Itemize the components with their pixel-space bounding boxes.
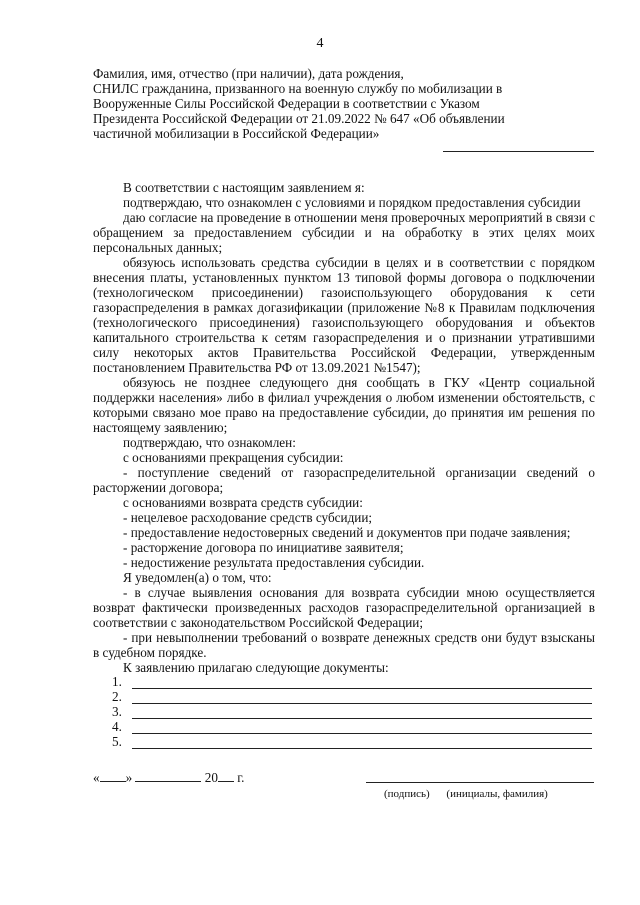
- month-blank[interactable]: [135, 770, 201, 782]
- document-input-line[interactable]: [132, 722, 592, 734]
- header-line: частичной мобилизации в Российской Федерации»: [93, 126, 380, 141]
- statement-paragraph: с основаниями прекращения субсидии:: [123, 450, 344, 465]
- signature-caption: [384, 787, 562, 802]
- header-fill-line[interactable]: [443, 151, 594, 152]
- statement-paragraph: - расторжение договора по инициативе заявителя;: [123, 540, 404, 555]
- statement-paragraph: - при невыполнении требований о возврате денежных средств они будут взысканы в судебном порядке.: [93, 630, 595, 660]
- documents-heading: К заявлению прилагаю следующие документы:: [123, 660, 389, 675]
- document-input-line[interactable]: [132, 737, 592, 749]
- document-item[interactable]: [112, 734, 592, 749]
- statement-paragraph: - предоставление недостоверных сведений и документов при подаче заявления;: [123, 525, 571, 540]
- document-input-line[interactable]: [132, 707, 592, 719]
- date-close-quote: »: [125, 770, 133, 785]
- document-item[interactable]: [112, 719, 592, 734]
- statement-paragraph: - в случае выявления основания для возврата субсидии мною осуществляется возврат фактически произведенных расходов газораспределительной организацией в соответствии с законодательством Российской Федерации;: [93, 585, 595, 630]
- document-input-line[interactable]: [132, 677, 592, 689]
- year-prefix: 20: [204, 770, 218, 785]
- document-number: 3.: [112, 704, 122, 719]
- document-item[interactable]: [112, 674, 592, 689]
- signature-label: (подпись): [384, 788, 430, 800]
- document-number: 2.: [112, 689, 122, 704]
- statement-paragraph: обязуюсь не позднее следующего дня сообщать в ГКУ «Центр социальной поддержки населения» либо в филиал учреждения о любом изменении обстоятельств, с которыми связано мое право на предоставление субсидии, до принятия им решения по настоящему заявлению;: [93, 375, 595, 435]
- date-open-quote: «: [93, 770, 100, 785]
- statement-paragraph: - нецелевое расходование средств субсидии;: [123, 510, 373, 525]
- statement-body: [93, 180, 595, 675]
- document-item[interactable]: [112, 704, 592, 719]
- statement-paragraph: даю согласие на проведение в отношении меня проверочных мероприятий в связи с обращением за предоставлением субсидии и на обработку в этих целях моих персональных данных;: [93, 210, 595, 255]
- year-blank[interactable]: [218, 770, 234, 782]
- statement-paragraph: Я уведомлен(а) о том, что:: [123, 570, 272, 585]
- document-number: 5.: [112, 734, 122, 749]
- document-number: 4.: [112, 719, 122, 734]
- header-line: СНИЛС гражданина, призванного на военную службу по мобилизации в: [93, 81, 503, 96]
- intro-text: В соответствии с настоящим заявлением я:: [123, 180, 365, 195]
- day-blank[interactable]: [100, 770, 126, 782]
- document-input-line[interactable]: [132, 692, 592, 704]
- date-field: [93, 770, 244, 785]
- signature-line[interactable]: [366, 782, 594, 783]
- header-line: Вооруженные Силы Российской Федерации в соответствии с Указом: [93, 96, 480, 111]
- document-number: 1.: [112, 674, 122, 689]
- statement-paragraph: - недостижение результата предоставления субсидии.: [123, 555, 425, 570]
- year-suffix: г.: [237, 770, 245, 785]
- initials-label: (инициалы, фамилия): [446, 788, 548, 800]
- statement-paragraph: с основаниями возврата средств субсидии:: [123, 495, 363, 510]
- document-item[interactable]: [112, 689, 592, 704]
- page-number: 4: [316, 36, 324, 51]
- applicant-header: [93, 66, 513, 141]
- statement-paragraph: подтверждаю, что ознакомлен:: [123, 435, 296, 450]
- statement-paragraph: обязуюсь использовать средства субсидии в целях и в соответствии с порядком внесения платы, установленных пунктом 13 типовой формы договора о подключении (технологическом присоединении) газоиспользующего оборудования к сети газораспределения в рамках догазификации (приложение №8 к Правилам подключения (технологического присоединения) газоиспользующего оборудования и объектов капитального строительства к сетям газораспределения и о признании утратившими силу некоторых актов Правительства Российской Федерации, утвержденным постановлением Правительства РФ от 13.09.2021 №1547);: [93, 255, 595, 375]
- header-line: Президента Российской Федерации от 21.09.2022 № 647 «Об объявлении: [93, 111, 505, 126]
- statement-paragraph: подтверждаю, что ознакомлен с условиями и порядком предоставления субсидии: [123, 195, 581, 210]
- documents-list: [112, 674, 592, 749]
- header-line: Фамилия, имя, отчество (при наличии), дата рождения,: [93, 66, 404, 81]
- statement-paragraph: - поступление сведений от газораспределительной организации сведений о расторжении договора;: [93, 465, 595, 495]
